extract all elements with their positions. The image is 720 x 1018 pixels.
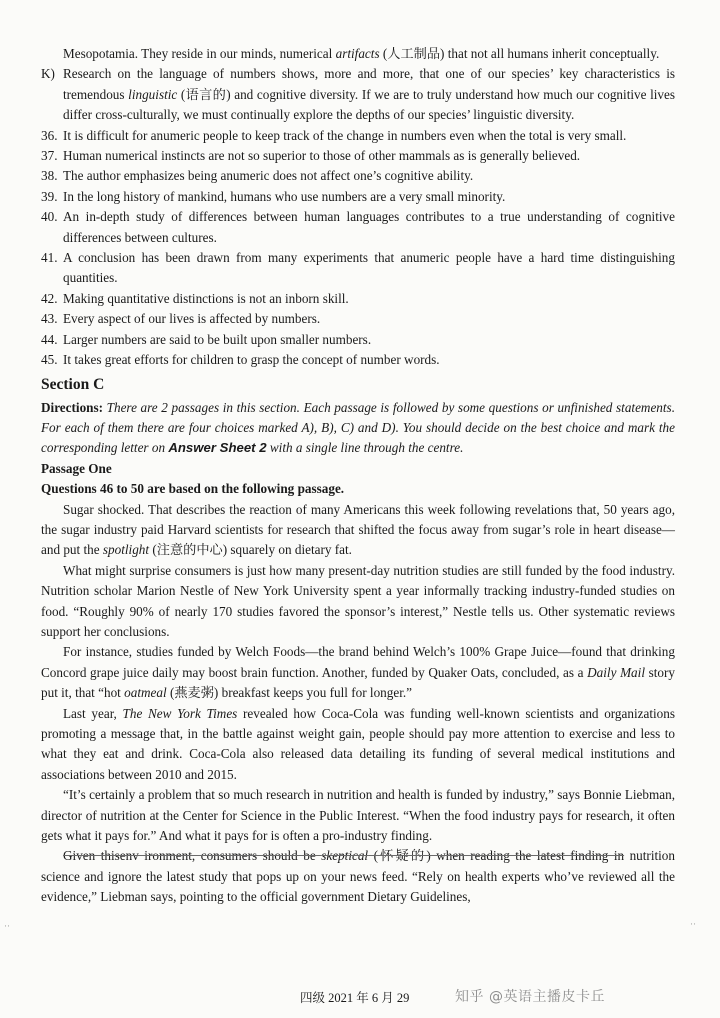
statement-item xyxy=(41,207,675,248)
statement-text: In the long history of mankind, humans who use numbers are a very small minority. xyxy=(63,188,506,204)
statement-text: A conclusion has been drawn from many experiments that anumeric people have a hard time distinguishing quantities. xyxy=(63,250,675,286)
statement-list xyxy=(41,126,675,371)
watermark: 知乎 @英语主播皮卡丘 xyxy=(455,989,605,1005)
answer-sheet-label: Answer Sheet 2 xyxy=(168,440,267,456)
statement-number: 43. xyxy=(41,311,58,327)
statement-text: An in-depth study of differences between human languages contributes to a true understanding of cognitive differences between cultures. xyxy=(63,209,675,245)
statement-item xyxy=(41,289,675,309)
passage-paragraph: Given thisenv ironment, consumers should be skeptical (怀疑的) when reading the latest finding in nutrition science and ignore the latest study that pops up on your news feed. “Rely on health experts who’ve reviewed all the evidence,” Liebman says, pointing to the official government Dietary Guidelines, xyxy=(41,848,675,905)
statement-number: 39. xyxy=(41,188,58,204)
paragraph-k: K) Research on the language of numbers shows, more and more, that one of our species’ key characteristics is tremendous linguistic (语言的) and cognitive diversity. If we are to truly understand how much our cognitive lives differ cross-culturally, we must continually explore the depths of our species’ linguistic diversity. xyxy=(41,66,676,123)
questions-label: Questions 46 to 50 are based on the following passage. xyxy=(41,481,345,497)
statement-item xyxy=(41,248,675,289)
statement-number: 36. xyxy=(41,127,58,143)
statement-number: 40. xyxy=(41,209,58,225)
statement-text: Making quantitative distinctions is not an inborn skill. xyxy=(63,290,349,306)
statement-item xyxy=(41,330,675,350)
scan-edge-mark: ·· xyxy=(690,919,696,929)
passage-paragraph: What might surprise consumers is just how many present-day nutrition studies are still funded by the food industry. Nutrition scholar Marion Nestle of New York University spent a year informally tracking industry-funded studies on food. “Roughly 90% of nearly 170 studies favored the sponsor’s interest,” Nestle tells us. Other systematic reviews support her conclusions. xyxy=(41,562,675,639)
struck-text: Given thisenv ironment, consumers should be skeptical (怀疑的) when reading the latest finding in xyxy=(63,848,625,864)
directions-label: Directions: xyxy=(41,399,104,415)
statement-item xyxy=(41,166,675,186)
statement-number: 44. xyxy=(41,331,58,347)
statement-number: 38. xyxy=(41,168,58,184)
statement-item xyxy=(41,350,675,370)
statement-item xyxy=(41,126,675,146)
directions: Directions: There are 2 passages in this section. Each passage is followed by some questions or unfinished statements. For each of them there are four choices marked A), B), C) and D). You should decide on the best choice and mark the corresponding letter on Answer Sheet 2 with a single line through the centre. xyxy=(41,399,675,456)
statement-number: 37. xyxy=(41,148,58,164)
passage-paragraph: Sugar shocked. That describes the reaction of many Americans this week following revelations that, 50 years ago, the sugar industry paid Harvard scientists for research that shifted the focus away from sugar’s role in heart disease—and put the spotlight (注意的中心) squarely on dietary fat. xyxy=(41,501,675,558)
statement-text: It is difficult for anumeric people to keep track of the change in numbers even when the total is very small. xyxy=(63,127,627,143)
scan-edge-mark: ·· xyxy=(4,921,10,931)
statement-text: The author emphasizes being anumeric does not affect one’s cognitive ability. xyxy=(63,168,474,184)
passage-label: Passage One xyxy=(41,460,112,476)
statement-number: 42. xyxy=(41,290,58,306)
statement-text: Every aspect of our lives is affected by numbers. xyxy=(63,311,321,327)
statement-number: 41. xyxy=(41,250,58,266)
page-content xyxy=(41,44,675,908)
statement-item xyxy=(41,187,675,207)
passage-paragraph: “It’s certainly a problem that so much research in nutrition and health is funded by industry,” says Bonnie Liebman, director of nutrition at the Center for Science in the Public Interest. “When the food industry pays for research, it often gets what it pays for.” And what it pays for is often a pro-industry finding. xyxy=(41,787,675,844)
page-number-label: 四级 2021 年 6 月 29 xyxy=(300,991,410,1005)
passage-paragraph: For instance, studies funded by Welch Foods—the brand behind Welch’s 100% Grape Juice—found that drinking Concord grape juice daily may boost brain function. Another, funded by Quaker Oats, concluded, as a Daily Mail story put it, that “hot oatmeal (燕麦粥) breakfast keeps you full for longer.” xyxy=(41,644,675,701)
statement-text: Larger numbers are said to be built upon smaller numbers. xyxy=(63,331,372,347)
paragraph-j-continuation: Mesopotamia. They reside in our minds, numerical artifacts (人工制品) that not all humans inherit conceptually. xyxy=(63,46,660,61)
section-c-title: Section C xyxy=(41,375,105,393)
statement-number: 45. xyxy=(41,352,58,368)
passage-paragraph: Last year, The New York Times revealed how Coca-Cola was funding well-known scientists and organizations promoting a message that, in the battle against weight gain, people should pay more attention to exercise and less to what they eat and drink. Coca-Cola also released data detailing its funding of several medical institutions and associations between 2010 and 2015. xyxy=(41,705,675,782)
paragraph-k-label: K) xyxy=(41,66,55,82)
statement-text: It takes great efforts for children to grasp the concept of number words. xyxy=(63,352,440,368)
statement-item xyxy=(41,146,675,166)
statement-text: Human numerical instincts are not so superior to those of other mammals as is generally believed. xyxy=(63,148,581,164)
page-footer xyxy=(0,988,720,1012)
statement-item xyxy=(41,309,675,329)
